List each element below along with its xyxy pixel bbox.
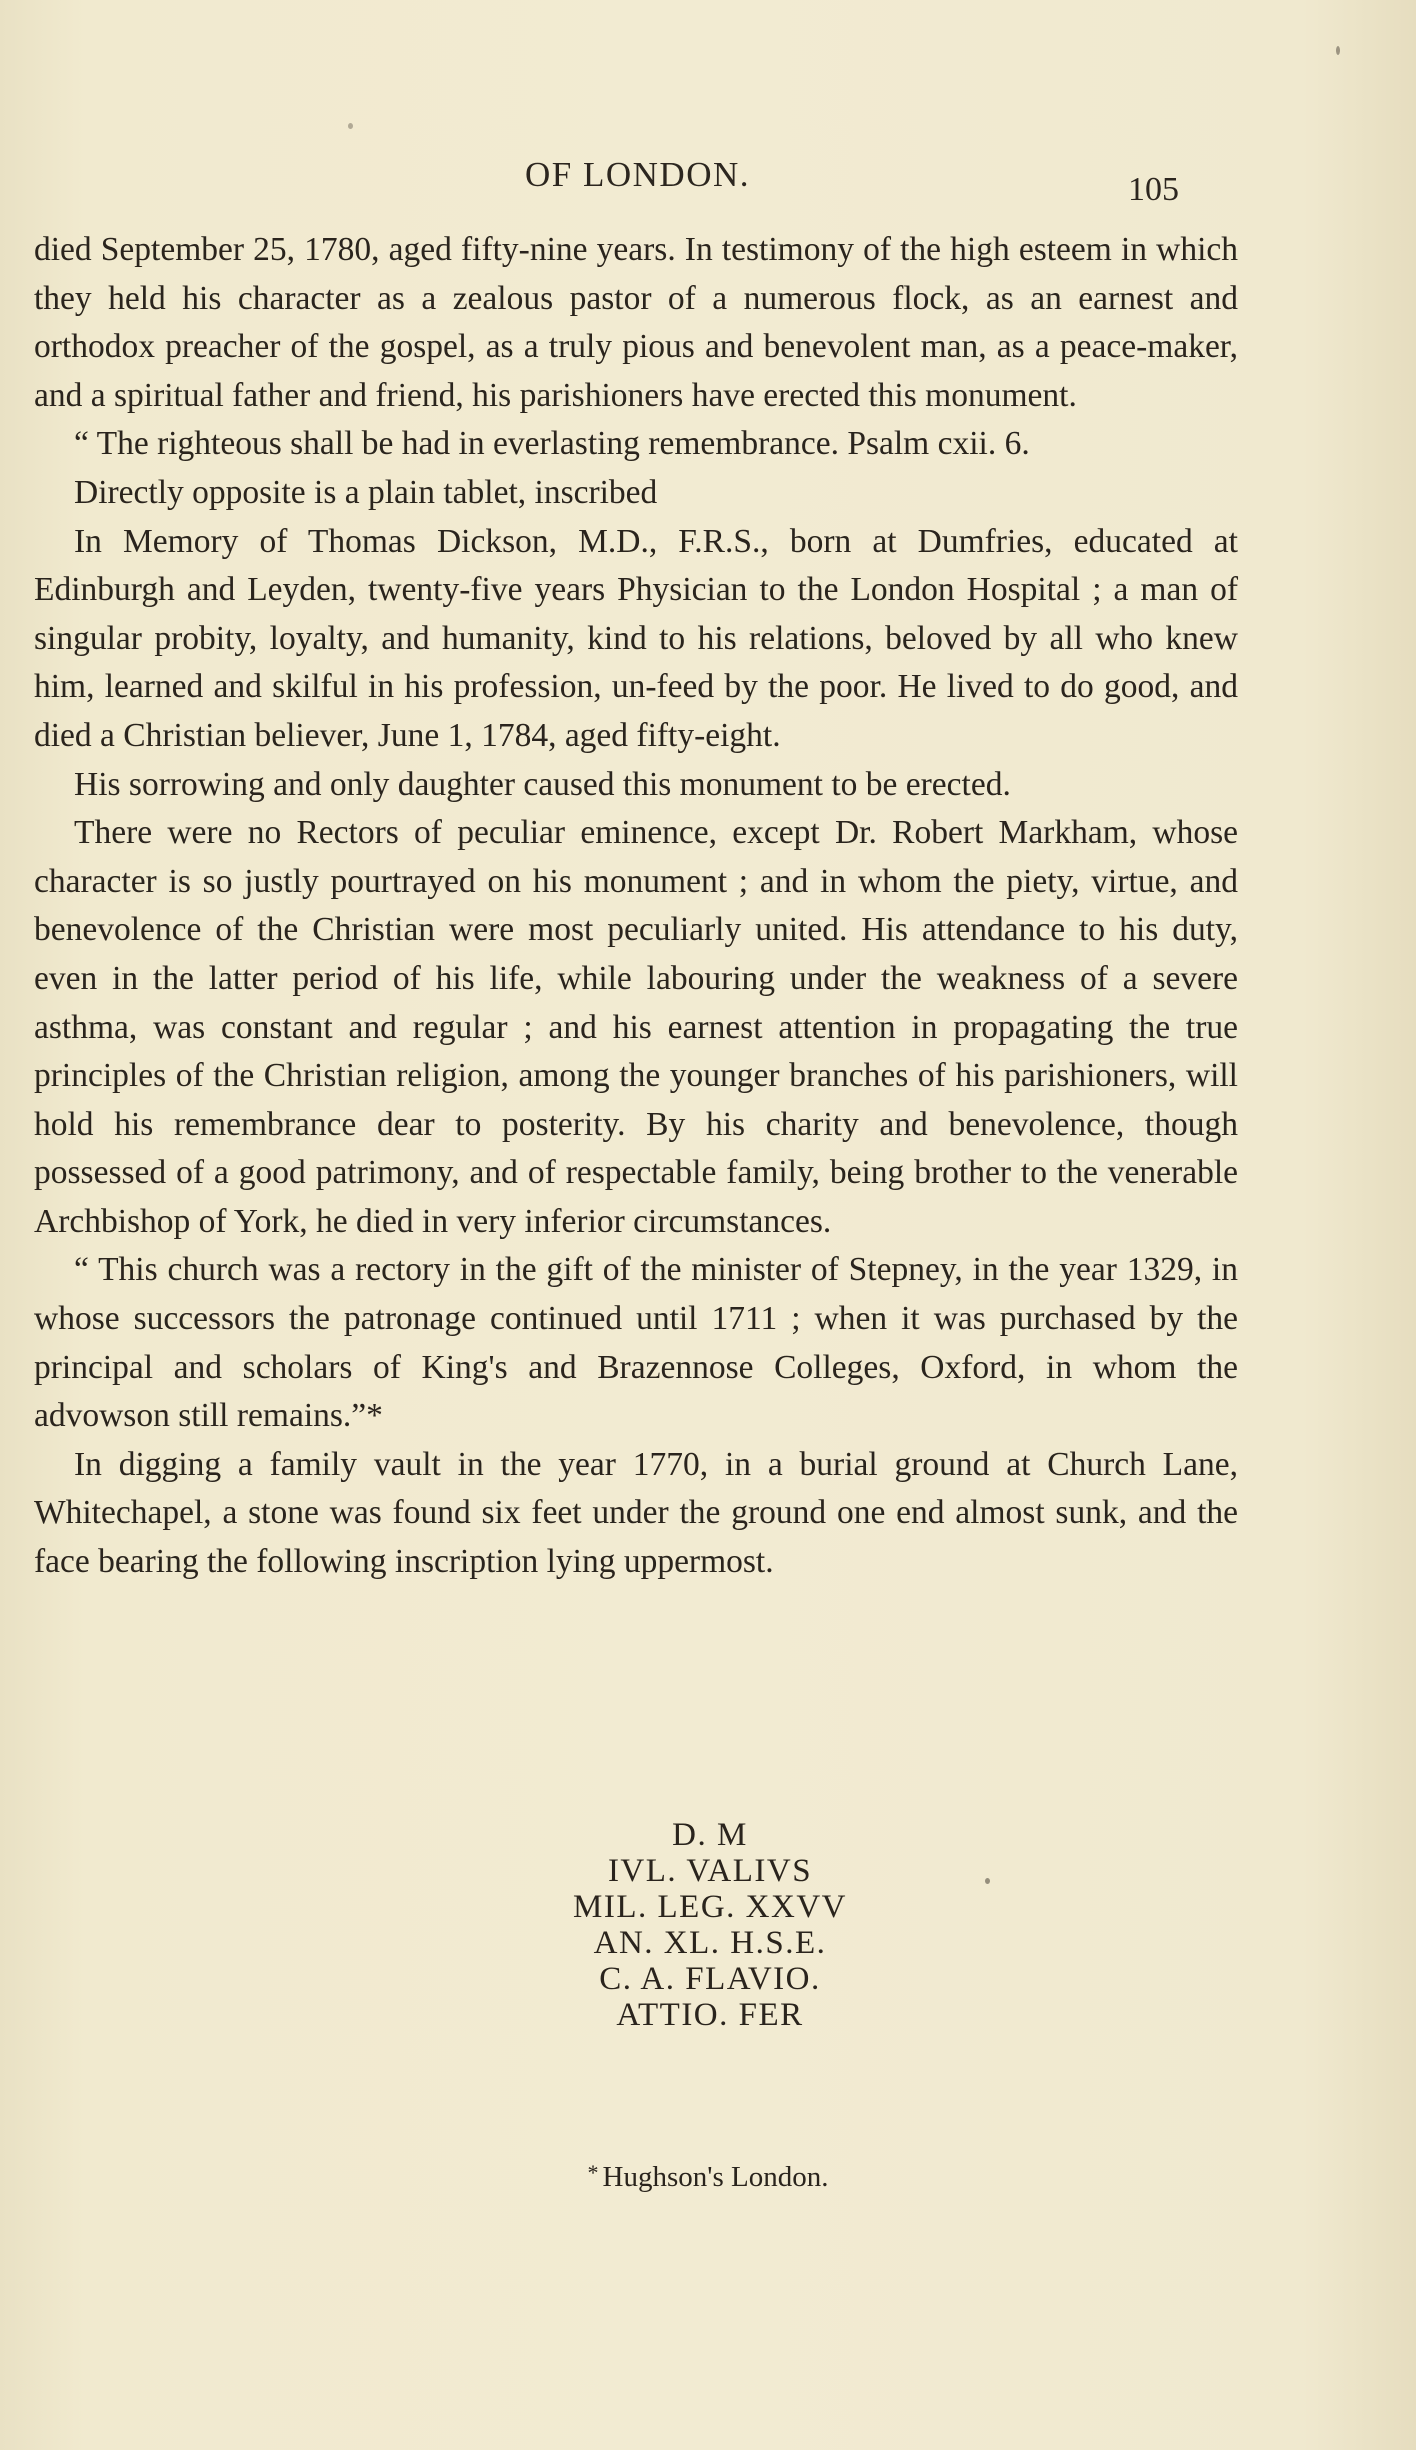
page-number: 105 [1128,171,1179,208]
footnote-mark: * [587,2160,599,2185]
paragraph-markham: There were no Rectors of peculiar eminence, except Dr. Robert Markham, whose character is so justly pourtrayed on his monument ; and in whom the piety, virtue, and benevolence of the Christian were most peculiarly united. His attendance to his duty, even in the latter period of his life, while labouring under the weakness of a severe asthma, was constant and regular ; and his earnest attention in propagating the true principles of the Christian religion, among the younger branches of his parishioners, will hold his remembrance dear to posterity. By his charity and benevolence, though possessed of a good patrimony, and of respectable family, being brother to the venerable Archbishop of York, he died in very inferior circumstances. [34,814,1238,1240]
inscription-line: ATTIO. FER [616,1997,804,2033]
paragraph-rectory-history: “ This church was a rectory in the gift of the minister of Stepney, in the year 1329, in whose successors the patronage continued until 1711 ; when it was purchased by the principal and scholars of King's and Brazennose Colleges, Oxford, in whom the advowson still remains.”* [34,1251,1238,1435]
ink-speck [348,123,353,129]
paragraph-psalm-quote: “ The righteous shall be had in everlasting remembrance. Psalm cxii. 6. [74,425,1030,463]
paragraph-burial-stone: In digging a family vault in the year 1770, in a burial ground at Church Lane, Whitechapel, a stone was found six feet under the ground one end almost sunk, and the face bearing the following inscription lying uppermost. [34,1445,1238,1581]
inscription-line: AN. XL. H.S.E. [593,1925,827,1961]
paragraph-daughter: His sorrowing and only daughter caused this monument to be erected. [74,765,1011,803]
running-head: OF LONDON. [525,155,750,194]
body-text [34,226,1238,1587]
page-header [0,155,1416,215]
paragraph-tablet-intro: Directly opposite is a plain tablet, inscribed [74,473,658,511]
ink-speck [1336,46,1340,55]
footnote [0,2160,1416,2194]
inscription-line: D. M [672,1817,748,1853]
roman-inscription [0,1817,1416,2033]
footnote-text: Hughson's London. [602,2161,829,2193]
inscription-line: MIL. LEG. XXVV [573,1889,847,1925]
inscription-line: IVL. VALIVS [607,1853,813,1889]
inscription-line: C. A. FLAVIO. [599,1961,821,1997]
paragraph-pastor-tribute: died September 25, 1780, aged fifty-nine years. In testimony of the high esteem in which they held his character as a zealous pastor of a numerous flock, as an earnest and orthodox preacher of the gospel, as a truly pious and benevolent man, as a peace-maker, and a spiritual father and friend, his parishioners have erected this monument. [34,231,1238,414]
paragraph-dickson-memorial: In Memory of Thomas Dickson, M.D., F.R.S., born at Dumfries, educated at Edinburgh and Leyden, twenty-five years Physician to the London Hospital ; a man of singular probity, loyalty, and humanity, kind to his relations, beloved by all who knew him, learned and skilful in his profession, un-feed by the poor. He lived to do good, and died a Christian believer, June 1, 1784, aged fifty-eight. [34,522,1238,754]
